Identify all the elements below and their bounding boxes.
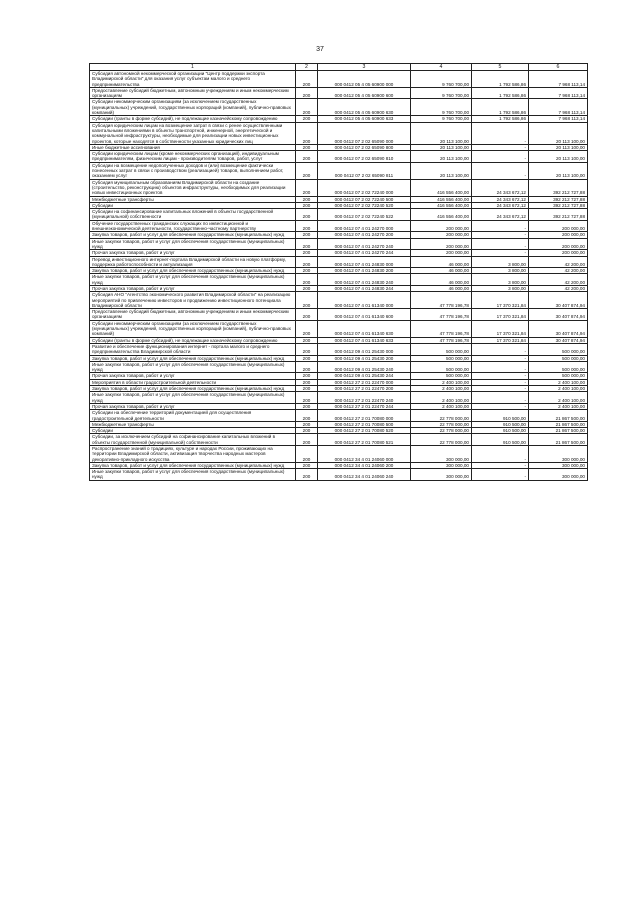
row-budget-code: 000 0412 09 4 01 25430 240 <box>318 361 411 373</box>
row-description: Субсидии (гранты в форме субсидий), не подлежащие казначейскому сопровождению <box>90 337 296 343</box>
row-line-code: 200 <box>296 196 318 202</box>
row-unexecuted-amount: 500 000,00 <box>529 373 588 379</box>
row-approved-amount: 9 760 700,00 <box>411 87 472 99</box>
row-executed-amount: 910 500,00 <box>472 421 529 427</box>
row-executed-amount: 910 500,00 <box>472 428 529 434</box>
row-budget-code: 000 0412 07 4 01 24270 244 <box>318 250 411 256</box>
row-approved-amount: 20 113 100,00 <box>411 122 472 144</box>
row-unexecuted-amount: 392 212 727,88 <box>529 202 588 208</box>
row-approved-amount: 500 000,00 <box>411 355 472 361</box>
row-description: Закупка товаров, работ и услуг для обеспечения государственных (муниципальных) нужд <box>90 355 296 361</box>
header-col-3: 3 <box>318 64 411 71</box>
row-description: Субсидии <box>90 202 296 208</box>
row-budget-code: 000 0412 05 4 05 60900 630 <box>318 99 411 116</box>
row-approved-amount: 500 000,00 <box>411 373 472 379</box>
row-description: Прочая закупка товаров, работ и услуг <box>90 250 296 256</box>
row-executed-amount: - <box>472 361 529 373</box>
row-approved-amount: 500 000,00 <box>411 361 472 373</box>
row-line-code: 200 <box>296 434 318 446</box>
row-executed-amount: 3 800,00 <box>472 285 529 291</box>
row-description: Обучение государственных гражданских служащих по инвестиционной и внешнеэкономической деятельности, государственно-частному партнерству <box>90 220 296 232</box>
row-budget-code: 000 0412 07 4 01 24830 000 <box>318 256 411 268</box>
row-approved-amount: 46 000,00 <box>411 274 472 286</box>
row-executed-amount: 1 792 586,86 <box>472 71 529 88</box>
row-description: Субсидии юридическим лицам (кроме некоммерческих организаций), индивидуальным предпринимателям, физическим лицам - производителям товаров, работ, услуг <box>90 151 296 163</box>
row-executed-amount: - <box>472 151 529 163</box>
row-line-code: 200 <box>296 446 318 463</box>
row-approved-amount: 22 778 000,00 <box>411 434 472 446</box>
row-line-code: 200 <box>296 179 318 196</box>
row-executed-amount: 3 800,00 <box>472 274 529 286</box>
row-description: Закупка товаров, работ и услуг для обеспечения государственных (муниципальных) нужд <box>90 386 296 392</box>
row-unexecuted-amount: 300 000,00 <box>529 462 588 468</box>
row-executed-amount: - <box>472 446 529 463</box>
table-row <box>90 256 588 268</box>
table-row <box>90 238 588 250</box>
row-line-code: 200 <box>296 87 318 99</box>
row-budget-code: 000 0412 07 4 01 61340 000 <box>318 292 411 309</box>
row-unexecuted-amount: 200 000,00 <box>529 250 588 256</box>
row-budget-code: 000 0412 34 4 01 24060 000 <box>318 446 411 463</box>
row-budget-code: 000 0412 27 2 01 70080 500 <box>318 421 411 427</box>
row-executed-amount: 24 343 672,12 <box>472 196 529 202</box>
row-description: Субсидия автономной некоммерческой организации "Центр поддержки экспорта Владимирской области" для оказания услуг субъектам малого и среднего предпринимательства <box>90 71 296 88</box>
row-budget-code: 000 0412 07 2 02 72240 000 <box>318 179 411 196</box>
table-row <box>90 469 588 481</box>
row-unexecuted-amount: 300 000,00 <box>529 446 588 463</box>
table-row <box>90 209 588 221</box>
header-col-4: 4 <box>411 64 472 71</box>
row-executed-amount: - <box>472 469 529 481</box>
row-budget-code: 000 0412 07 4 01 61340 630 <box>318 320 411 337</box>
table-row <box>90 410 588 422</box>
row-line-code: 200 <box>296 337 318 343</box>
row-description: Субсидия муниципальным образованиям Владимирской области на создание (строительство, реконструкцию) объектов инфраструктуры, необходимых для реализации новых инвестиционных проектов <box>90 179 296 196</box>
row-description: Закупка товаров, работ и услуг для обеспечения государственных (муниципальных) нужд <box>90 462 296 468</box>
row-budget-code: 000 0412 27 2 01 70080 521 <box>318 434 411 446</box>
row-approved-amount: 22 778 000,00 <box>411 428 472 434</box>
row-executed-amount: 910 500,00 <box>472 434 529 446</box>
row-line-code: 200 <box>296 462 318 468</box>
row-budget-code: 000 0412 07 2 02 65090 810 <box>318 151 411 163</box>
row-description: Субсидии (гранты в форме субсидий), не подлежащие казначейскому сопровождению <box>90 116 296 122</box>
row-executed-amount: 24 343 672,12 <box>472 209 529 221</box>
row-description: Развитие и обеспечение функционирования интернет - портала малого и среднего предпринимательства Владимирской области <box>90 343 296 355</box>
row-executed-amount: - <box>472 392 529 404</box>
row-unexecuted-amount: 392 212 727,88 <box>529 196 588 202</box>
row-description: Прочая закупка товаров, работ и услуг <box>90 373 296 379</box>
row-approved-amount: 46 000,00 <box>411 285 472 291</box>
row-approved-amount: 20 113 100,00 <box>411 144 472 150</box>
row-description: Субсидия юридическим лицам на возмещение затрат в связи с ренее осуществленными капитальными вложениями в объекты транспортной, инженерной, энергетической и коммунальной инфраструктуры, необходимые для реализации новых инвестиционных проектов, которые находятся в собственности указанных юридических лиц <box>90 122 296 144</box>
row-approved-amount: 416 556 400,00 <box>411 202 472 208</box>
row-description: Межбюджетные трансферты <box>90 196 296 202</box>
row-line-code: 200 <box>296 162 318 179</box>
table-row <box>90 220 588 232</box>
row-description: Субсидии на софинансирование капитальных вложений в объекты государственной (муниципальной) собственности <box>90 209 296 221</box>
row-budget-code: 000 0412 07 4 01 24830 200 <box>318 268 411 274</box>
row-approved-amount: 47 778 196,78 <box>411 337 472 343</box>
row-description: Иные закупки товаров, работ и услуг для обеспечения государственных (муниципальных) нужд <box>90 469 296 481</box>
row-line-code: 200 <box>296 122 318 144</box>
row-budget-code: 000 0412 07 4 01 24270 200 <box>318 232 411 238</box>
row-executed-amount: 17 370 321,84 <box>472 309 529 321</box>
row-description: Субсидии на возмещение недополученных доходов и (или) возмещение фактически понесенных затрат в связи с производством (реализацией) товаров, выполнением работ, оказанием услуг <box>90 162 296 179</box>
row-budget-code: 000 0412 27 2 01 70080 000 <box>318 410 411 422</box>
table-row <box>90 268 588 274</box>
row-approved-amount: 2 400 100,00 <box>411 379 472 385</box>
page-number: 37 <box>316 46 324 53</box>
row-approved-amount: 200 000,00 <box>411 232 472 238</box>
row-line-code: 200 <box>296 428 318 434</box>
row-unexecuted-amount: 21 867 500,00 <box>529 421 588 427</box>
header-col-6: 6 <box>529 64 588 71</box>
row-unexecuted-amount: 7 968 113,14 <box>529 87 588 99</box>
row-approved-amount: 2 400 100,00 <box>411 386 472 392</box>
row-unexecuted-amount: 20 113 100,00 <box>529 122 588 144</box>
row-budget-code: 000 0412 27 2 01 22470 244 <box>318 403 411 409</box>
row-unexecuted-amount: 200 000,00 <box>529 220 588 232</box>
row-line-code: 200 <box>296 256 318 268</box>
row-unexecuted-amount: 30 407 874,94 <box>529 320 588 337</box>
row-unexecuted-amount: 500 000,00 <box>529 355 588 361</box>
row-unexecuted-amount: 392 212 727,88 <box>529 179 588 196</box>
row-executed-amount: - <box>472 122 529 144</box>
row-budget-code: 000 0412 07 4 01 61340 633 <box>318 337 411 343</box>
row-executed-amount: - <box>472 144 529 150</box>
table-row <box>90 446 588 463</box>
row-budget-code: 000 0412 09 4 01 25430 000 <box>318 343 411 355</box>
header-col-2: 2 <box>296 64 318 71</box>
row-description: Закупка товаров, работ и услуг для обеспечения государственных (муниципальных) нужд <box>90 268 296 274</box>
row-unexecuted-amount: 42 200,00 <box>529 256 588 268</box>
row-executed-amount: - <box>472 232 529 238</box>
row-description: Субсидии на обеспечение территорий документацией для осуществления градостроительной деятельности <box>90 410 296 422</box>
row-line-code: 200 <box>296 285 318 291</box>
row-approved-amount: 47 778 196,78 <box>411 320 472 337</box>
row-line-code: 200 <box>296 361 318 373</box>
row-line-code: 200 <box>296 373 318 379</box>
row-executed-amount: - <box>472 355 529 361</box>
row-unexecuted-amount: 30 407 874,94 <box>529 337 588 343</box>
row-executed-amount: 17 370 321,84 <box>472 337 529 343</box>
row-unexecuted-amount: 20 113 100,00 <box>529 151 588 163</box>
table-row <box>90 343 588 355</box>
row-line-code: 200 <box>296 144 318 150</box>
row-budget-code: 000 0412 34 4 01 24060 200 <box>318 462 411 468</box>
row-budget-code: 000 0412 07 4 01 24270 240 <box>318 238 411 250</box>
row-approved-amount: 22 778 000,00 <box>411 421 472 427</box>
row-executed-amount: - <box>472 373 529 379</box>
row-line-code: 200 <box>296 71 318 88</box>
row-budget-code: 000 0412 07 2 02 65090 000 <box>318 122 411 144</box>
table-header-row <box>90 64 588 71</box>
row-line-code: 200 <box>296 421 318 427</box>
row-line-code: 200 <box>296 268 318 274</box>
row-budget-code: 000 0412 09 4 01 25430 244 <box>318 373 411 379</box>
row-unexecuted-amount: 300 000,00 <box>529 469 588 481</box>
row-approved-amount: 300 000,00 <box>411 469 472 481</box>
row-executed-amount: - <box>472 162 529 179</box>
row-unexecuted-amount: 392 212 727,88 <box>529 209 588 221</box>
row-description: Субсидия АНО "Агентство экономического развития Владимирской области" на реализацию мероприятий по привлечению инвесторов и продвижению инвестиционного потенциала Владимирской области <box>90 292 296 309</box>
row-unexecuted-amount: 500 000,00 <box>529 361 588 373</box>
row-approved-amount: 300 000,00 <box>411 446 472 463</box>
row-description: Межбюджетные трансферты <box>90 421 296 427</box>
row-executed-amount: 17 370 321,84 <box>472 292 529 309</box>
row-budget-code: 000 0412 27 2 01 22470 240 <box>318 392 411 404</box>
row-executed-amount: - <box>472 403 529 409</box>
row-description: Предоставление субсидий бюджетным, автономным учреждениям и иным некоммерческим организациям <box>90 87 296 99</box>
row-unexecuted-amount: 200 000,00 <box>529 238 588 250</box>
row-executed-amount: - <box>472 462 529 468</box>
row-unexecuted-amount: 20 113 100,00 <box>529 162 588 179</box>
row-description: Прочая закупка товаров, работ и услуг <box>90 403 296 409</box>
row-budget-code: 000 0412 27 2 01 22470 000 <box>318 379 411 385</box>
row-approved-amount: 9 760 700,00 <box>411 71 472 88</box>
table-row <box>90 274 588 286</box>
row-executed-amount: - <box>472 386 529 392</box>
row-description: Субсидии <box>90 428 296 434</box>
budget-execution-table <box>89 63 588 481</box>
row-executed-amount: 24 343 672,12 <box>472 179 529 196</box>
row-approved-amount: 200 000,00 <box>411 250 472 256</box>
row-unexecuted-amount: 2 400 100,00 <box>529 392 588 404</box>
row-line-code: 200 <box>296 410 318 422</box>
row-line-code: 200 <box>296 116 318 122</box>
row-line-code: 200 <box>296 469 318 481</box>
row-approved-amount: 47 778 196,78 <box>411 309 472 321</box>
row-line-code: 200 <box>296 379 318 385</box>
table-row <box>90 87 588 99</box>
row-approved-amount: 20 113 100,00 <box>411 162 472 179</box>
row-unexecuted-amount: 7 968 113,14 <box>529 116 588 122</box>
row-line-code: 200 <box>296 202 318 208</box>
row-executed-amount: 1 792 586,86 <box>472 116 529 122</box>
row-executed-amount: - <box>472 220 529 232</box>
row-approved-amount: 9 760 700,00 <box>411 99 472 116</box>
row-executed-amount: 3 800,00 <box>472 268 529 274</box>
row-description: Распространение знаний о традициях, культуре и народах России, проживающих на территории Владимирской области, активизация творчества народных мастеров декоративно-прикладного искусства <box>90 446 296 463</box>
row-budget-code: 000 0412 07 2 02 72240 520 <box>318 202 411 208</box>
row-budget-code: 000 0412 05 4 05 60900 000 <box>318 71 411 88</box>
row-line-code: 200 <box>296 309 318 321</box>
row-approved-amount: 416 556 400,00 <box>411 196 472 202</box>
row-description: Субсидии некоммерческим организациям (за исключением государственных (муниципальных) учреждений, государственных корпораций (компаний), публично-правовых компаний) <box>90 99 296 116</box>
row-line-code: 200 <box>296 151 318 163</box>
row-line-code: 200 <box>296 209 318 221</box>
row-line-code: 200 <box>296 232 318 238</box>
row-unexecuted-amount: 2 400 100,00 <box>529 379 588 385</box>
row-line-code: 200 <box>296 238 318 250</box>
row-unexecuted-amount: 21 867 500,00 <box>529 410 588 422</box>
table-row <box>90 361 588 373</box>
header-col-1: 1 <box>90 64 296 71</box>
row-unexecuted-amount: 42 200,00 <box>529 268 588 274</box>
table-row <box>90 392 588 404</box>
table-row <box>90 292 588 309</box>
row-line-code: 200 <box>296 292 318 309</box>
row-line-code: 200 <box>296 343 318 355</box>
row-description: Иные бюджетные ассигнования <box>90 144 296 150</box>
row-description: Прочая закупка товаров, работ и услуг <box>90 285 296 291</box>
row-executed-amount: 17 370 321,84 <box>472 320 529 337</box>
row-budget-code: 000 0412 07 2 02 65090 811 <box>318 162 411 179</box>
row-budget-code: 000 0412 09 4 01 25430 200 <box>318 355 411 361</box>
row-unexecuted-amount: 21 867 500,00 <box>529 434 588 446</box>
row-unexecuted-amount: 7 968 113,14 <box>529 71 588 88</box>
row-approved-amount: 2 400 100,00 <box>411 403 472 409</box>
row-approved-amount: 22 778 000,00 <box>411 410 472 422</box>
row-budget-code: 000 0412 27 2 01 22470 200 <box>318 386 411 392</box>
row-approved-amount: 47 778 196,78 <box>411 292 472 309</box>
row-unexecuted-amount: 7 968 113,14 <box>529 99 588 116</box>
row-description: Закупка товаров, работ и услуг для обеспечения государственных (муниципальных) нужд <box>90 232 296 238</box>
row-budget-code: 000 0412 07 4 01 61340 600 <box>318 309 411 321</box>
row-executed-amount: - <box>472 250 529 256</box>
row-budget-code: 000 0412 27 2 01 70080 520 <box>318 428 411 434</box>
row-unexecuted-amount: 30 407 874,94 <box>529 309 588 321</box>
row-budget-code: 000 0412 34 4 01 24060 240 <box>318 469 411 481</box>
table-row <box>90 337 588 343</box>
row-executed-amount: 910 500,00 <box>472 410 529 422</box>
row-unexecuted-amount: 21 867 500,00 <box>529 428 588 434</box>
row-description: Иные закупки товаров, работ и услуг для обеспечения государственных (муниципальных) нужд <box>90 274 296 286</box>
row-unexecuted-amount: 20 113 100,00 <box>529 144 588 150</box>
row-description: Предоставление субсидий бюджетным, автономным учреждениям и иным некоммерческим организациям <box>90 309 296 321</box>
row-executed-amount: 1 792 586,86 <box>472 87 529 99</box>
row-approved-amount: 416 556 400,00 <box>411 179 472 196</box>
table-row <box>90 309 588 321</box>
row-budget-code: 000 0412 07 4 01 24830 244 <box>318 285 411 291</box>
row-budget-code: 000 0412 07 2 02 72240 500 <box>318 196 411 202</box>
table-row <box>90 162 588 179</box>
row-description: Перевод инвестиционного интернет-портала Владимирской области на новую платформу, поддержка работоспособности и актуализация <box>90 256 296 268</box>
row-approved-amount: 500 000,00 <box>411 343 472 355</box>
row-line-code: 200 <box>296 99 318 116</box>
row-approved-amount: 200 000,00 <box>411 238 472 250</box>
row-budget-code: 000 0412 05 4 05 60900 633 <box>318 116 411 122</box>
row-approved-amount: 416 556 400,00 <box>411 209 472 221</box>
row-line-code: 200 <box>296 320 318 337</box>
row-approved-amount: 200 000,00 <box>411 220 472 232</box>
row-executed-amount: - <box>472 238 529 250</box>
row-budget-code: 000 0412 05 4 05 60900 600 <box>318 87 411 99</box>
row-line-code: 200 <box>296 250 318 256</box>
row-executed-amount: 24 343 672,12 <box>472 202 529 208</box>
row-approved-amount: 9 760 700,00 <box>411 116 472 122</box>
table-row <box>90 179 588 196</box>
row-unexecuted-amount: 500 000,00 <box>529 343 588 355</box>
row-line-code: 200 <box>296 403 318 409</box>
table-row <box>90 71 588 88</box>
row-approved-amount: 46 000,00 <box>411 268 472 274</box>
table-row <box>90 116 588 122</box>
row-unexecuted-amount: 2 400 100,00 <box>529 386 588 392</box>
row-unexecuted-amount: 30 407 874,94 <box>529 292 588 309</box>
row-budget-code: 000 0412 07 2 02 72240 522 <box>318 209 411 221</box>
table-row <box>90 320 588 337</box>
row-approved-amount: 20 113 100,00 <box>411 151 472 163</box>
row-unexecuted-amount: 42 200,00 <box>529 285 588 291</box>
header-col-5: 5 <box>472 64 529 71</box>
row-unexecuted-amount: 200 000,00 <box>529 232 588 238</box>
row-executed-amount: 1 792 586,86 <box>472 99 529 116</box>
row-line-code: 200 <box>296 392 318 404</box>
row-budget-code: 000 0412 07 2 02 65090 800 <box>318 144 411 150</box>
row-executed-amount: - <box>472 379 529 385</box>
row-budget-code: 000 0412 07 4 01 24270 000 <box>318 220 411 232</box>
row-description: Мероприятия в области градостроительной деятельности <box>90 379 296 385</box>
row-executed-amount: 3 800,00 <box>472 256 529 268</box>
table-row <box>90 434 588 446</box>
row-approved-amount: 2 400 100,00 <box>411 392 472 404</box>
row-description: Иные закупки товаров, работ и услуг для обеспечения государственных (муниципальных) нужд <box>90 361 296 373</box>
table-row <box>90 122 588 144</box>
row-approved-amount: 300 000,00 <box>411 462 472 468</box>
row-description: Иные закупки товаров, работ и услуг для обеспечения государственных (муниципальных) нужд <box>90 238 296 250</box>
row-unexecuted-amount: 2 400 100,00 <box>529 403 588 409</box>
row-line-code: 200 <box>296 220 318 232</box>
table-row <box>90 151 588 163</box>
row-unexecuted-amount: 42 200,00 <box>529 274 588 286</box>
row-description: Иные закупки товаров, работ и услуг для обеспечения государственных (муниципальных) нужд <box>90 392 296 404</box>
table-body <box>90 71 588 481</box>
row-executed-amount: - <box>472 343 529 355</box>
row-line-code: 200 <box>296 274 318 286</box>
row-approved-amount: 46 000,00 <box>411 256 472 268</box>
table-row <box>90 99 588 116</box>
row-line-code: 200 <box>296 355 318 361</box>
row-description: Субсидии некоммерческим организациям (за исключением государственных (муниципальных) учреждений, государственных корпораций (компаний), публично-правовых компаний) <box>90 320 296 337</box>
row-budget-code: 000 0412 07 4 01 24830 240 <box>318 274 411 286</box>
row-description: Субсидии, за исключением субсидий на софинансирование капитальных вложений в объекты государственной (муниципальной) собственности <box>90 434 296 446</box>
row-line-code: 200 <box>296 386 318 392</box>
table-row <box>90 285 588 291</box>
